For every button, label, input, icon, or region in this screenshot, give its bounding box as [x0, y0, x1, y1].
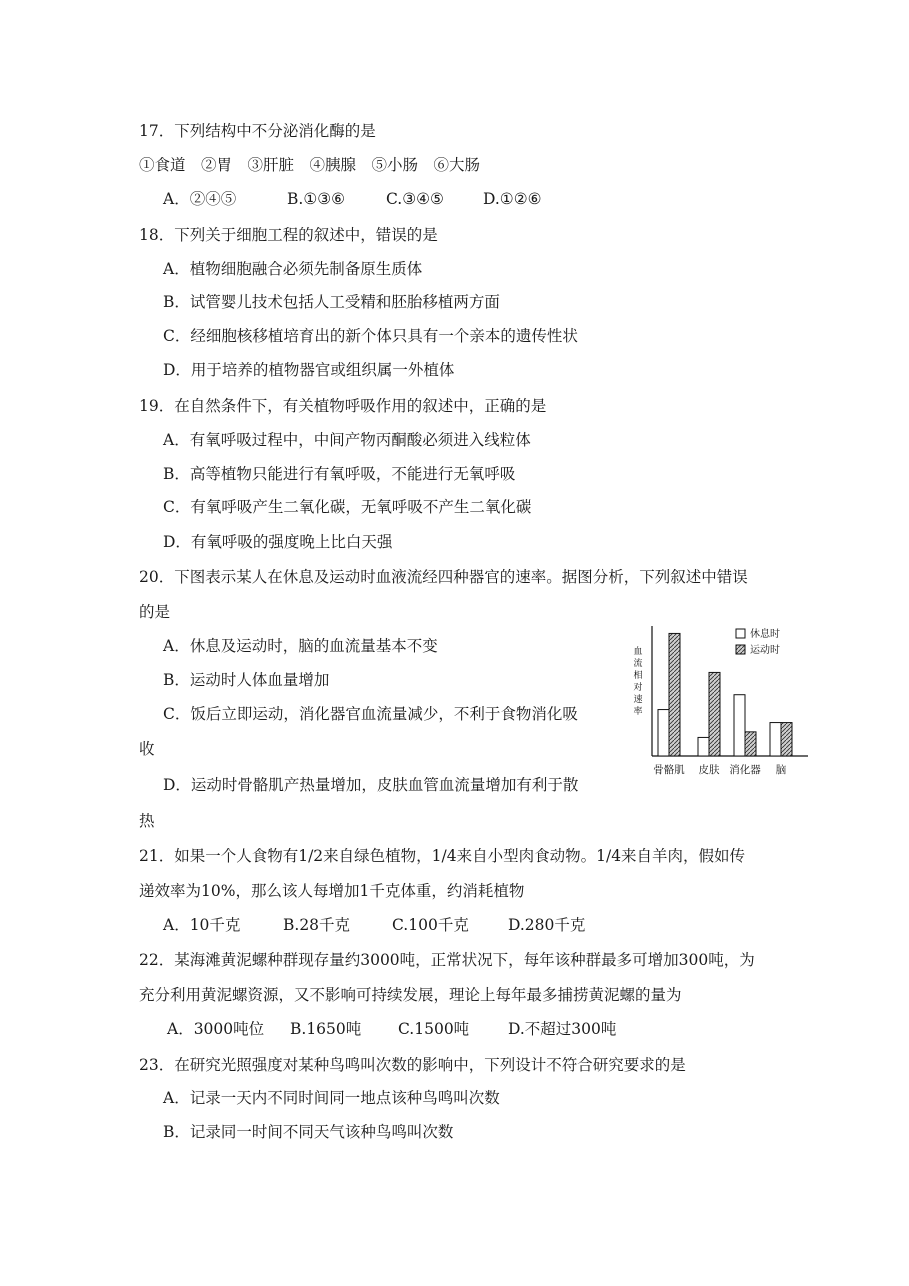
q22-option-d: D.不超过300吨 [508, 1020, 617, 1038]
q22-option-c: C.1500吨 [398, 1020, 470, 1038]
q19-option-c: C．有氧呼吸产生二氧化碳，无氧呼吸不产生二氧化碳 [163, 498, 532, 516]
q20-option-c-line1: C．饭后立即运动，消化器官血流量减少，不利于食物消化吸 [163, 705, 578, 723]
q21-option-a: A．10千克 [163, 916, 241, 934]
q17-option-a: A．②④⑤ [163, 190, 237, 208]
q21-option-b: B.28千克 [283, 916, 351, 934]
q20-stem-line2: 的是 [139, 603, 171, 621]
q17-option-b: B.①③⑥ [287, 190, 346, 208]
chart-y-label [633, 646, 642, 717]
q20-option-c-line2: 收 [139, 740, 155, 758]
q18-option-c: C．经细胞核移植培育出的新个体只具有一个亲本的遗传性状 [163, 327, 578, 345]
chart-x-labels [653, 763, 787, 776]
bar-rest-1 [698, 737, 709, 756]
q20-stem-line1: 20．下图表示某人在休息及运动时血液流经四种器官的速率。据图分析，下列叙述中错误 [139, 568, 748, 586]
q18-option-a: A．植物细胞融合必须先制备原生质体 [163, 260, 423, 278]
legend-label-rest: 休息时 [750, 629, 780, 640]
q21-option-d: D.280千克 [508, 916, 586, 934]
q20-option-b: B．运动时人体血量增加 [163, 671, 330, 689]
legend-swatch-rest [736, 629, 745, 638]
q17-sub: ①食道 ②胃 ③肝脏 ④胰腺 ⑤小肠 ⑥大肠 [139, 156, 481, 174]
bar-rest-3 [770, 723, 781, 756]
bar-exercise-3 [781, 723, 792, 756]
x-tick-label: 消化器 [729, 764, 761, 776]
q19-option-b: B．高等植物只能进行有氧呼吸，不能进行无氧呼吸 [163, 465, 516, 483]
bar-exercise-1 [709, 672, 720, 756]
q17-option-d: D.①②⑥ [483, 190, 542, 208]
q18-stem: 18．下列关于细胞工程的叙述中，错误的是 [139, 226, 438, 244]
q21-stem-line1: 21．如果一个人食物有1/2来自绿色植物，1/4来自小型肉食动物。1/4来自羊肉，假如传 [139, 847, 746, 865]
q21-option-c: C.100千克 [392, 916, 469, 934]
q19-option-d: D．有氧呼吸的强度晚上比白天强 [163, 533, 393, 551]
q20-option-d-line2: 热 [139, 812, 155, 830]
q17-stem: 17．下列结构中不分泌消化酶的是 [139, 122, 376, 140]
x-tick-label: 脑 [775, 764, 787, 776]
q22-option-b: B.1650吨 [290, 1020, 362, 1038]
q19-stem: 19．在自然条件下，有关植物呼吸作用的叙述中，正确的是 [139, 397, 547, 415]
q22-stem-line1: 22．某海滩黄泥螺种群现存量约3000吨，正常状况下，每年该种群最多可增加300吨，为 [139, 951, 755, 969]
y-axis-label: 血流相对速率 [633, 647, 643, 717]
q20-option-a: A．休息及运动时，脑的血流量基本不变 [163, 637, 438, 655]
q23-option-a: A．记录一天内不同时间同一地点该种鸟鸣叫次数 [163, 1089, 500, 1107]
x-tick-label: 骨骼肌 [653, 764, 685, 776]
bar-exercise-0 [669, 633, 680, 756]
q20-option-d-line1: D．运动时骨骼肌产热量增加，皮肤血管血流量增加有利于散 [163, 776, 579, 794]
q18-option-d: D．用于培养的植物器官或组织属一外植体 [163, 361, 455, 379]
bar-rest-0 [658, 710, 669, 756]
q17-option-c: C.③④⑤ [386, 190, 444, 208]
legend-swatch-exercise [736, 645, 745, 654]
legend-label-exercise: 运动时 [750, 645, 780, 656]
q23-stem: 23．在研究光照强度对某种鸟鸣叫次数的影响中，下列设计不符合研究要求的是 [139, 1056, 686, 1074]
q22-stem-line2: 充分利用黄泥螺资源，又不影响可持续发展，理论上每年最多捕捞黄泥螺的量为 [139, 986, 682, 1004]
q21-stem-line2: 递效率为10%，那么该人每增加1千克体重，约消耗植物 [139, 882, 525, 900]
chart-legend [736, 627, 780, 656]
q19-option-a: A．有氧呼吸过程中，中间产物丙酮酸必须进入线粒体 [163, 431, 531, 449]
q22-option-a: A．3000吨位 [167, 1020, 265, 1038]
bar-rest-2 [734, 695, 745, 756]
x-tick-label: 皮肤 [698, 764, 720, 776]
q23-option-b: B．记录同一时间不同天气该种鸟鸣叫次数 [163, 1123, 454, 1141]
bar-exercise-2 [745, 732, 756, 756]
blood-flow-bar-chart [622, 620, 812, 782]
q18-option-b: B．试管婴儿技术包括人工受精和胚胎移植两方面 [163, 293, 500, 311]
